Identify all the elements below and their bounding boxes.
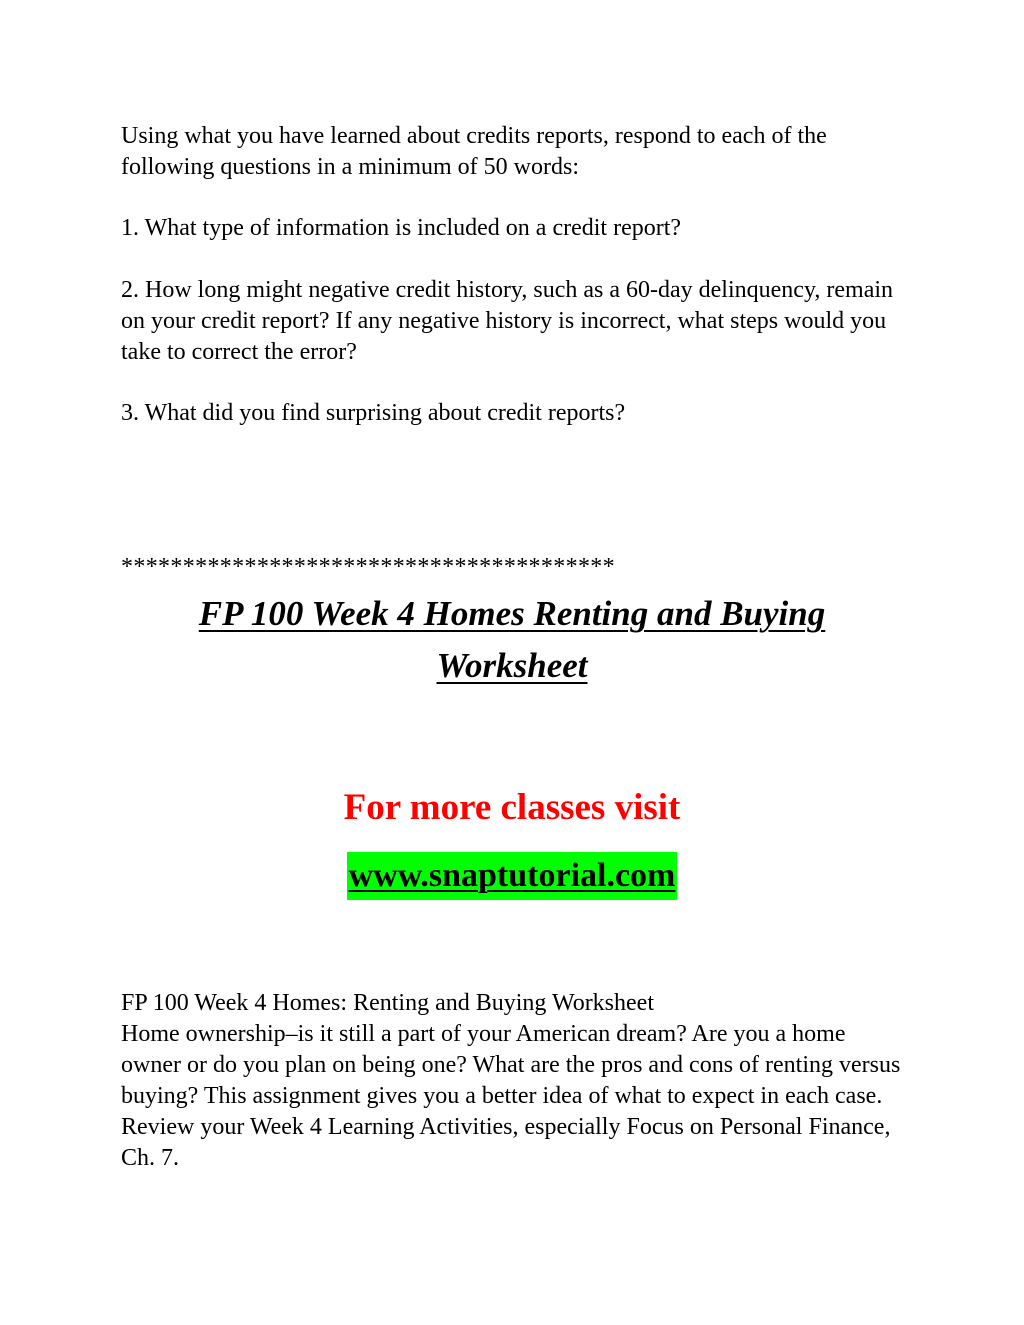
- promo-link[interactable]: www.snaptutorial.com: [347, 852, 678, 900]
- question-1: 1. What type of information is included on a credit report?: [121, 215, 682, 241]
- intro-paragraph: Using what you have learned about credits reports, respond to each of the following questions in a minimum of 50 words:: [121, 123, 827, 180]
- document-title: [0, 588, 1024, 692]
- promo-text: For more classes visit: [343, 787, 681, 828]
- question-2: 2. How long might negative credit history, such as a 60-day delinquency, remain on your credit report? If any negative history is incorrect, what steps would you take to correct the error?: [121, 277, 894, 365]
- description-section: [121, 988, 911, 1174]
- description-heading: FP 100 Week 4 Homes: Renting and Buying Worksheet: [121, 990, 654, 1016]
- question-3: 3. What did you find surprising about credit reports?: [121, 400, 626, 426]
- description-body: Home ownership–is it still a part of your American dream? Are you a home owner or do you plan on being one? What are the pros and cons of renting versus buying? This assignment gives you a better idea of what to expect in each case.: [121, 1021, 901, 1109]
- title-line-2: Worksheet: [436, 646, 588, 685]
- promo-link-container: [0, 852, 1024, 900]
- description-review: Review your Week 4 Learning Activities, especially Focus on Personal Finance, Ch. 7.: [121, 1114, 891, 1171]
- separator-asterisks: ****************************************: [121, 554, 615, 580]
- title-line-1: FP 100 Week 4 Homes Renting and Buying: [198, 594, 826, 633]
